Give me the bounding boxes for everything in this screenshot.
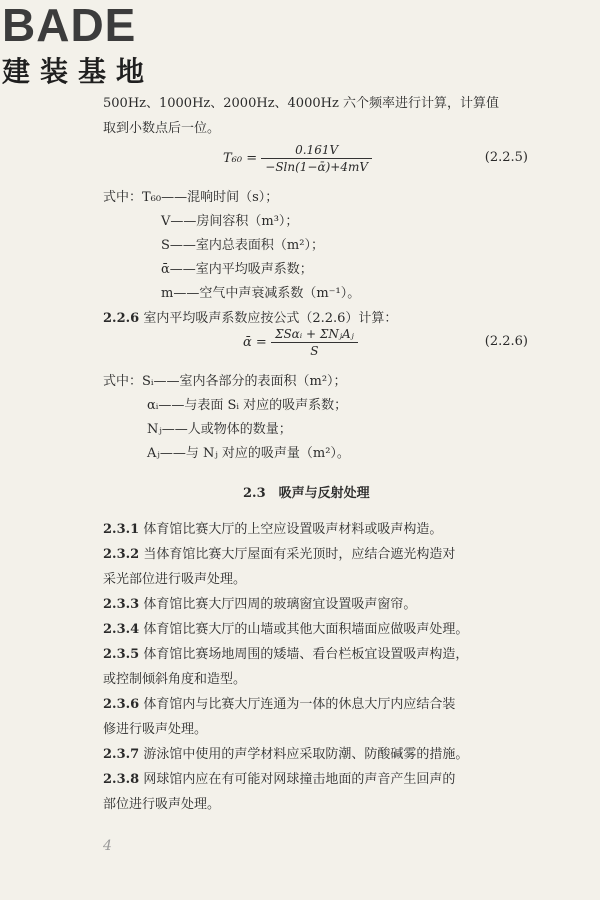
- clause-2-3-4: [103, 618, 468, 637]
- where1-line-4: ᾱ——室内平均吸声系数；: [161, 262, 313, 277]
- eq1-numerator: 0.161V: [261, 142, 372, 159]
- logo-subtitle: 建装基地: [2, 55, 155, 88]
- eq2-numerator: ΣSαᵢ + ΣNⱼAⱼ: [271, 326, 358, 343]
- clause-number: 2.3.3: [103, 597, 140, 612]
- clause-2-3-6: [103, 693, 455, 712]
- clause-2-3-5: [103, 643, 468, 662]
- where2-line-4: Aⱼ——与 Nⱼ 对应的吸声量（m²）。: [147, 446, 350, 461]
- clause-2-3-6-cont: 修进行吸声处理。: [103, 722, 208, 737]
- eq1-fraction: [261, 142, 372, 175]
- clause-2-3-2-cont: 采光部位进行吸声处理。: [103, 572, 247, 587]
- clause-2-3-3: [103, 593, 416, 612]
- clause-2-3-5-cont: 或控制倾斜角度和造型。: [103, 672, 247, 687]
- clause-2-3-2: [103, 543, 455, 562]
- eq1-lhs: T₆₀ =: [223, 151, 258, 166]
- clause-text: 体育馆比赛大厅的山墙或其他大面积墙面应做吸声处理。: [143, 622, 469, 637]
- eq2-number: (2.2.6): [484, 334, 528, 349]
- where1-line-2: V——房间容积（m³）；: [161, 214, 299, 229]
- eq2-denominator: S: [310, 344, 319, 358]
- clause-text: 体育馆比赛大厅的上空应设置吸声材料或吸声构造。: [143, 522, 443, 537]
- clause-number: 2.3.7: [103, 747, 140, 762]
- clause-text: 体育馆内与比赛大厅连通为一体的休息大厅内应结合装: [143, 697, 456, 712]
- eq1-number: (2.2.5): [484, 150, 528, 165]
- clause-text: 游泳馆中使用的声学材料应采取防潮、防酸碱雾的措施。: [143, 747, 469, 762]
- clause-2-3-1: [103, 518, 442, 537]
- clause-number: 2.3.2: [103, 547, 140, 562]
- where1-line-3: S——室内总表面积（m²）；: [161, 238, 324, 253]
- clause-number: 2.3.6: [103, 697, 140, 712]
- clause-number: 2.3.1: [103, 522, 140, 537]
- eq2-fraction: [271, 326, 358, 359]
- clause-2-3-8: [103, 768, 455, 787]
- clause-number: 2.2.6: [103, 311, 140, 326]
- clause-text: 当体育馆比赛大厅屋面有采光顶时，应结合遮光构造对: [143, 547, 456, 562]
- clause-number: 2.3.4: [103, 622, 140, 637]
- intro-line-2: 取到小数点后一位。: [103, 121, 221, 136]
- where2-line-3: Nⱼ——人或物体的数量；: [147, 422, 292, 437]
- clause-number: 2.3.5: [103, 647, 140, 662]
- clause-2-2-6: [103, 307, 397, 326]
- page-number: 4: [103, 838, 112, 854]
- where1-line-5: m——空气中声衰减系数（m⁻¹）。: [161, 286, 361, 301]
- clause-text: 体育馆比赛场地周围的矮墙、看台栏板宜设置吸声构造，: [143, 647, 469, 662]
- section-heading: 2.3 吸声与反射处理: [243, 486, 370, 501]
- logo: [2, 2, 154, 88]
- equation-2-2-6: [243, 326, 358, 359]
- eq2-lhs: ᾱ =: [243, 335, 267, 350]
- clause-text: 室内平均吸声系数应按公式（2.2.6）计算：: [143, 311, 398, 326]
- clause-text: 网球馆内应在有可能对网球撞击地面的声音产生回声的: [143, 772, 456, 787]
- intro-line-1: 500Hz、1000Hz、2000Hz、4000Hz 六个频率进行计算，计算值: [103, 96, 499, 111]
- logo-bade: BADE: [2, 0, 137, 51]
- clause-2-3-7: [103, 743, 468, 762]
- clause-text: 体育馆比赛大厅四周的玻璃窗宜设置吸声窗帘。: [143, 597, 417, 612]
- where2-line-1: 式中：Sᵢ——室内各部分的表面积（m²）；: [103, 374, 347, 389]
- eq1-denominator: −Sln(1−ᾱ)+4mV: [265, 160, 368, 174]
- equation-2-2-5: [223, 142, 372, 175]
- clause-2-3-8-cont: 部位进行吸声处理。: [103, 797, 221, 812]
- where1-line-1: 式中：T₆₀——混响时间（s）；: [103, 190, 279, 205]
- where2-line-2: αᵢ——与表面 Sᵢ 对应的吸声系数；: [147, 398, 348, 413]
- clause-number: 2.3.8: [103, 772, 140, 787]
